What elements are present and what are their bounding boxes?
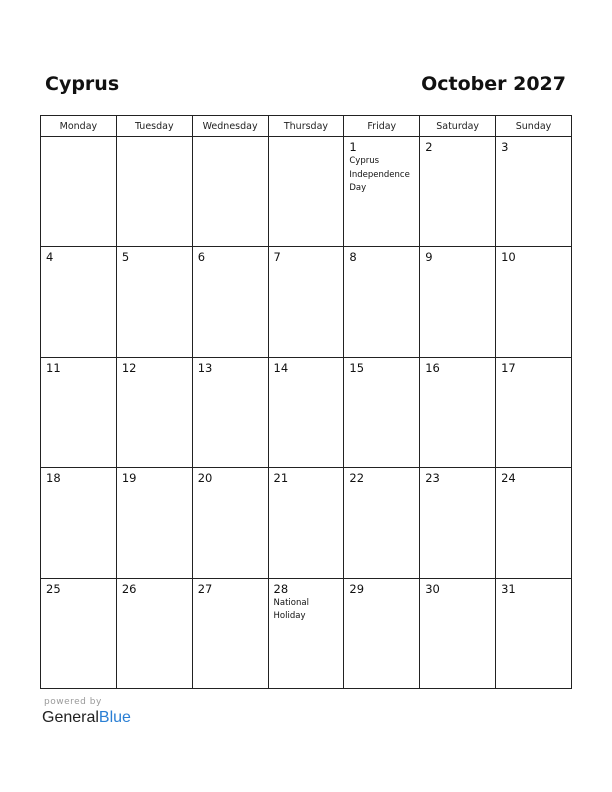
day-number: 1	[349, 140, 357, 154]
day-number: 18	[46, 471, 61, 486]
day-cell	[420, 137, 496, 247]
day-cell	[192, 357, 268, 467]
weekday-header: Saturday	[420, 116, 496, 137]
day-cell	[116, 468, 192, 578]
week-row	[41, 247, 572, 357]
holiday-label	[193, 485, 268, 486]
day-cell	[41, 247, 117, 357]
holiday-label	[269, 375, 344, 376]
holiday-label	[193, 264, 268, 265]
calendar-header	[40, 70, 572, 100]
day-number: 12	[121, 360, 137, 375]
day-cell	[116, 357, 192, 467]
day-cell	[496, 578, 572, 688]
holiday-label	[193, 140, 268, 141]
day-number: 15	[349, 360, 365, 375]
weekday-header: Tuesday	[116, 116, 192, 137]
week-row	[41, 137, 572, 247]
holiday-label	[117, 375, 192, 376]
holiday-label	[41, 596, 116, 597]
weekday-header-row	[41, 116, 572, 137]
day-number: 28	[273, 581, 289, 596]
holiday-label	[420, 264, 495, 265]
weekday-header: Friday	[344, 116, 420, 137]
weekday-header: Monday	[41, 116, 117, 137]
holiday-label	[269, 264, 344, 265]
holiday-label	[496, 485, 571, 486]
day-cell	[192, 578, 268, 688]
day-number: 13	[197, 360, 213, 375]
day-number: 23	[425, 471, 440, 486]
day-cell	[41, 137, 117, 247]
weekday-header: Wednesday	[192, 116, 268, 137]
holiday-label	[41, 140, 116, 141]
holiday-label	[344, 375, 419, 376]
day-number: 16	[425, 360, 440, 375]
day-cell	[268, 137, 344, 247]
day-cell	[420, 247, 496, 357]
month-title: October 2027	[421, 73, 566, 95]
brand-name-part1: General	[42, 709, 99, 726]
day-cell	[41, 357, 117, 467]
day-cell	[41, 578, 117, 688]
holiday-label	[193, 596, 268, 597]
day-number: 9	[425, 250, 433, 265]
holiday-label: National Holiday	[273, 597, 309, 622]
holiday-label	[420, 375, 495, 376]
day-number: 5	[121, 250, 130, 265]
week-row	[41, 578, 572, 688]
day-number: 21	[273, 471, 289, 486]
footer-branding	[40, 696, 131, 728]
day-number: 11	[46, 360, 61, 375]
day-cell	[116, 578, 192, 688]
holiday-label	[41, 375, 116, 376]
holiday-label	[420, 154, 495, 155]
day-number: 14	[273, 360, 289, 375]
day-cell	[268, 247, 344, 357]
holiday-label	[344, 596, 419, 597]
holiday-label: Cyprus Independence Day	[349, 156, 410, 193]
day-number: 17	[501, 360, 516, 375]
day-cell	[344, 357, 420, 467]
day-cell	[192, 247, 268, 357]
day-cell	[268, 357, 344, 467]
day-cell	[344, 247, 420, 357]
day-cell	[344, 578, 420, 688]
day-cell	[496, 357, 572, 467]
day-cell	[344, 468, 420, 578]
holiday-label	[41, 264, 116, 265]
day-number: 10	[501, 250, 516, 265]
holiday-label	[496, 264, 571, 265]
day-number: 2	[425, 140, 433, 154]
day-number: 3	[501, 140, 509, 154]
holiday-label	[420, 596, 495, 597]
day-number: 31	[501, 581, 516, 596]
day-cell	[420, 578, 496, 688]
generalblue-logo[interactable]	[40, 708, 131, 728]
day-number: 6	[197, 250, 206, 265]
holiday-label	[496, 596, 571, 597]
holiday-label	[117, 485, 192, 486]
day-cell	[496, 247, 572, 357]
day-cell	[496, 137, 572, 247]
day-cell	[268, 468, 344, 578]
country-title: Cyprus	[45, 73, 120, 95]
holiday-label	[117, 264, 192, 265]
week-row	[41, 468, 572, 578]
day-number: 30	[425, 581, 440, 596]
day-cell	[496, 468, 572, 578]
day-number: 24	[501, 471, 516, 486]
day-cell	[41, 468, 117, 578]
holiday-label	[269, 485, 344, 486]
holiday-label	[344, 485, 419, 486]
holiday-label	[269, 140, 344, 141]
holiday-label	[117, 140, 192, 141]
day-cell	[420, 468, 496, 578]
day-number: 7	[273, 250, 281, 265]
day-cell	[344, 137, 420, 247]
powered-by-label: powered by	[44, 697, 102, 707]
weekday-header: Thursday	[268, 116, 344, 137]
calendar-grid	[40, 115, 572, 689]
holiday-label	[41, 485, 116, 486]
week-row	[41, 357, 572, 467]
day-number: 8	[349, 250, 357, 265]
day-cell	[192, 137, 268, 247]
day-number: 20	[197, 471, 213, 486]
day-number: 25	[46, 581, 61, 596]
day-number: 19	[121, 471, 137, 486]
holiday-label	[344, 264, 419, 265]
holiday-label	[496, 375, 571, 376]
day-cell	[116, 247, 192, 357]
day-cell	[420, 357, 496, 467]
day-number: 22	[349, 471, 365, 486]
day-number: 29	[349, 581, 365, 596]
day-number: 4	[46, 250, 54, 265]
brand-name-part2: Blue	[98, 709, 131, 726]
holiday-label	[496, 154, 571, 155]
weekday-header: Sunday	[496, 116, 572, 137]
holiday-label	[420, 485, 495, 486]
day-cell	[116, 137, 192, 247]
day-cell	[192, 468, 268, 578]
holiday-label	[193, 375, 268, 376]
day-number: 27	[197, 581, 213, 596]
day-cell	[268, 578, 344, 688]
day-number: 26	[121, 581, 137, 596]
holiday-label	[117, 596, 192, 597]
